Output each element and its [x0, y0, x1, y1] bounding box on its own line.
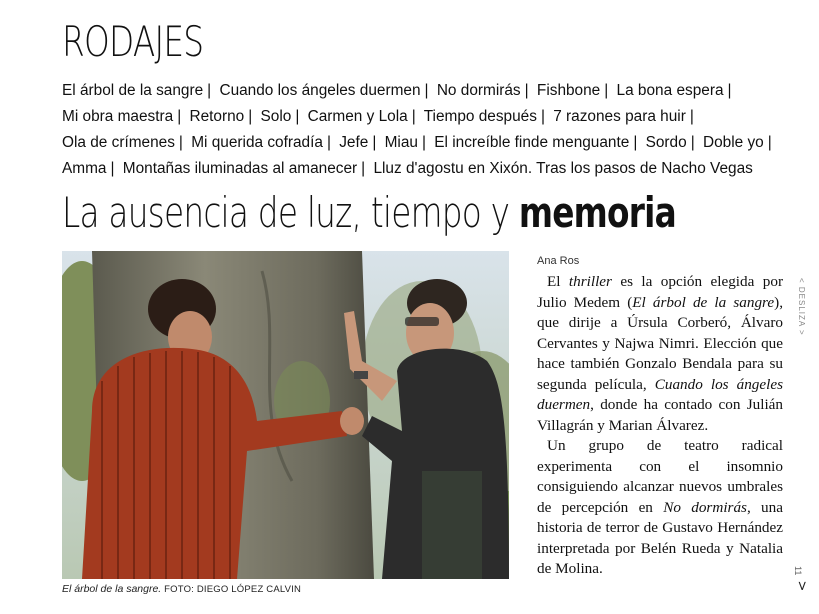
- film-separator: |: [727, 82, 732, 99]
- film-separator: |: [372, 134, 377, 151]
- film-separator: |: [767, 134, 772, 151]
- film-title: Doble yo: [702, 134, 764, 151]
- film-separator: |: [421, 134, 426, 151]
- film-title: El increíble finde menguante: [434, 134, 630, 151]
- film-title: Sordo: [645, 134, 687, 151]
- film-separator: |: [295, 108, 300, 125]
- film-separator: |: [207, 82, 212, 99]
- film-title: Retorno: [189, 108, 245, 125]
- italic-title: Cuando los ángeles duermen: [537, 375, 783, 413]
- film-separator: |: [248, 108, 253, 125]
- photo-caption: [62, 583, 301, 595]
- film-separator: |: [110, 160, 115, 177]
- film-separator: |: [524, 82, 529, 99]
- film-title: Miau: [384, 134, 418, 151]
- photo-illustration: [62, 251, 509, 579]
- text-run: Un grupo de teatro radical experimenta con el insomnio consiguiendo alcanzar nuevos umbrales de percepción en: [537, 437, 783, 516]
- article-body: [537, 272, 783, 584]
- caption-title: El árbol de la sangre.: [62, 583, 162, 595]
- section-title: RODAJES: [62, 17, 204, 66]
- film-title: 7 razones para huir: [553, 108, 686, 125]
- italic-title: No dormirás: [663, 498, 747, 516]
- film-separator: |: [424, 82, 429, 99]
- film-separator: |: [361, 160, 366, 177]
- film-title: No dormirás: [436, 82, 521, 99]
- film-list: [62, 78, 782, 182]
- film-separator: |: [411, 108, 416, 125]
- film-title: Tiempo después: [423, 108, 537, 125]
- text-run: , una historia de terror de Gustavo Hernández interpretada por Belén Rueda y Natalia de Molina.: [537, 498, 783, 577]
- film-title: Mi obra maestra: [62, 108, 174, 125]
- film-title: Carmen y Lola: [307, 108, 408, 125]
- article-paragraph: [537, 436, 783, 580]
- film-separator: |: [689, 108, 694, 125]
- text-run: , donde ha contado con Julián Villagrán y Marian Álvarez.: [537, 396, 783, 434]
- headline-bold: memoria: [518, 188, 676, 237]
- film-title: Amma: [62, 160, 107, 177]
- page-number: 11: [793, 566, 803, 576]
- article-paragraph: [537, 272, 783, 436]
- text-run: es la opción elegida por Julio Medem (: [537, 273, 783, 311]
- film-separator: |: [633, 134, 638, 151]
- film-title: Fishbone: [536, 82, 601, 99]
- film-title: Mi querida cofradía: [191, 134, 323, 151]
- italic-title: El árbol de la sangre: [632, 293, 775, 311]
- film-title: Cuando los ángeles duermen: [219, 82, 421, 99]
- film-title: Jefe: [339, 134, 369, 151]
- film-title: Solo: [260, 108, 292, 125]
- text-run: El: [547, 273, 569, 290]
- headline-light: La ausencia de luz, tiempo y: [62, 188, 510, 237]
- film-separator: |: [178, 134, 183, 151]
- film-separator: |: [690, 134, 695, 151]
- film-separator: |: [326, 134, 331, 151]
- film-separator: |: [604, 82, 609, 99]
- next-page-arrow-icon[interactable]: >: [794, 580, 809, 592]
- italic-title: thriller: [568, 273, 612, 290]
- film-title: Ola de crímenes: [62, 134, 175, 151]
- swipe-hint[interactable]: < DESLIZA >: [797, 278, 806, 336]
- film-separator: |: [177, 108, 182, 125]
- article-photo: [62, 251, 509, 579]
- byline: Ana Ros: [537, 255, 580, 267]
- caption-credit: FOTO: DIEGO LÓPEZ CALVIN: [164, 584, 302, 595]
- film-title: La bona espera: [616, 82, 724, 99]
- headline: [62, 188, 676, 238]
- film-title: Montañas iluminadas al amanecer: [122, 160, 358, 177]
- text-run: ), que dirije a Úrsula Corberó, Álvaro Cervantes y Najwa Nimri. Elección que hace también Gonzalo Bendala para su segunda película,: [537, 293, 783, 393]
- film-title: El árbol de la sangre: [62, 82, 204, 99]
- film-separator: |: [540, 108, 545, 125]
- film-title: Lluz d'agostu en Xixón. Tras los pasos de Nacho Vegas: [373, 160, 753, 177]
